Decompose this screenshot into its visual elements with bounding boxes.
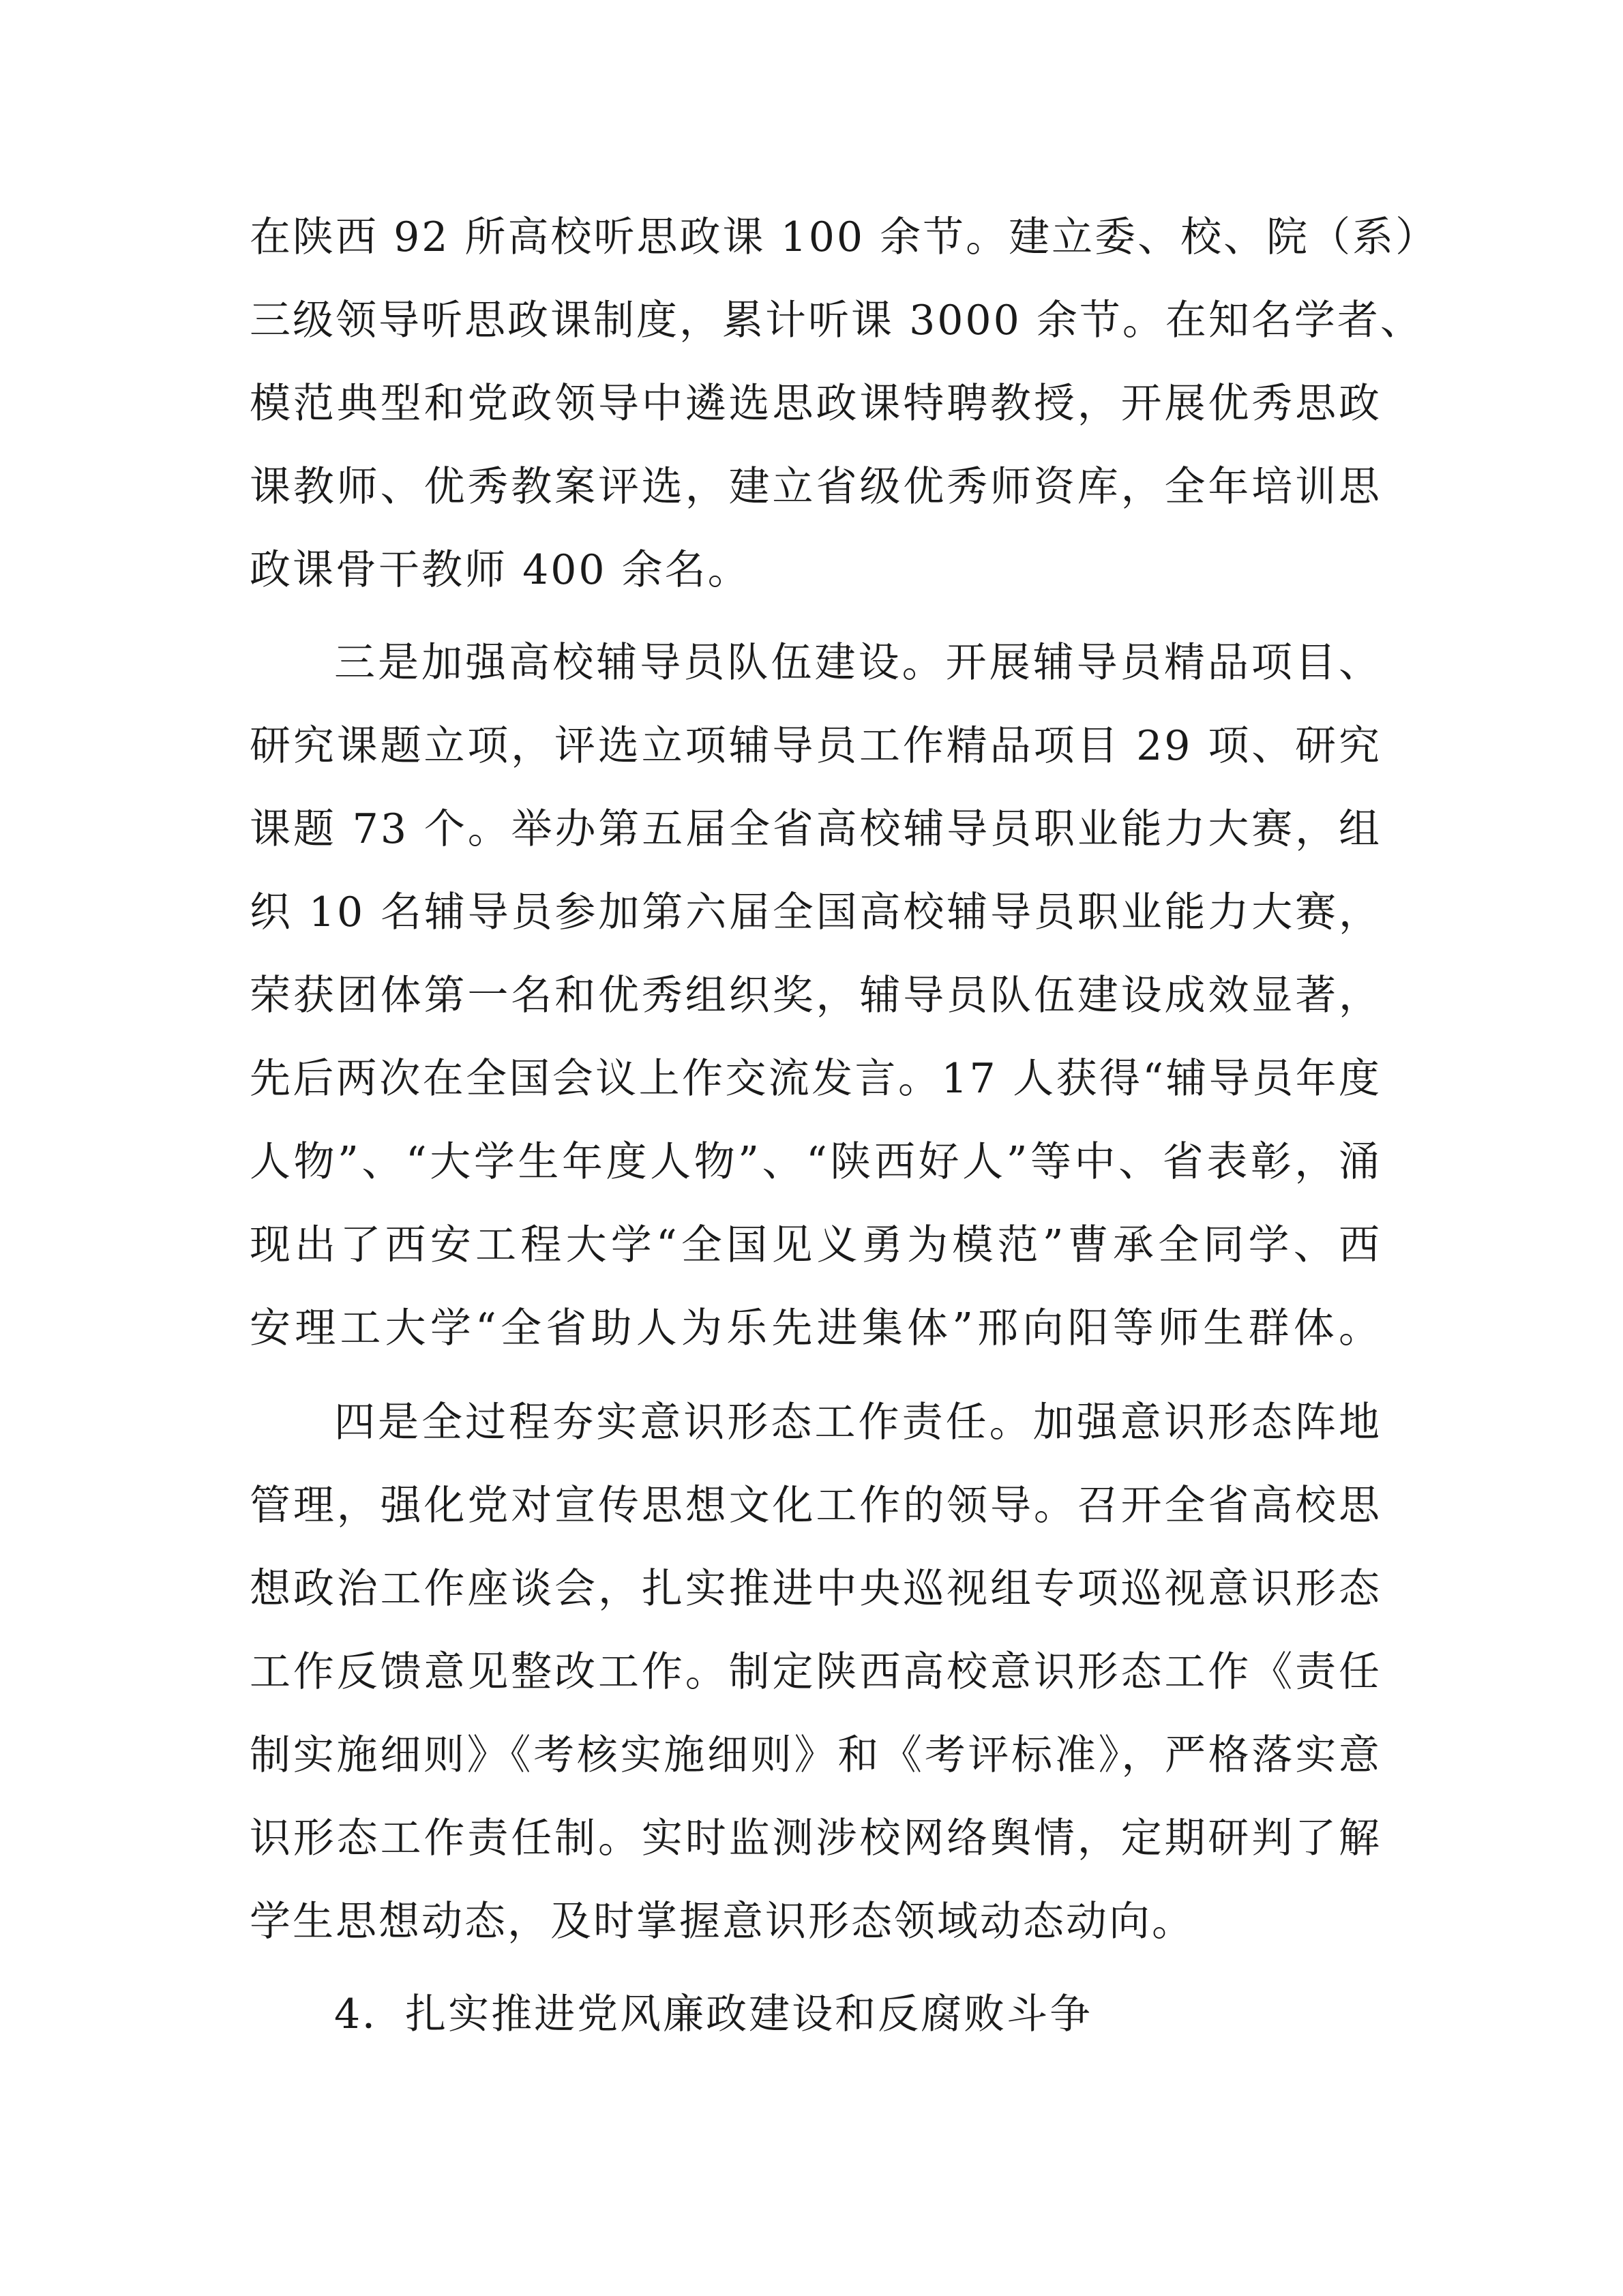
text-line: 在陕西 92 所高校听思政课 100 余节。建立委、校、院（系） bbox=[250, 213, 1439, 261]
text-line: 模范典型和党政领导中遴选思政课特聘教授，开展优秀思政 bbox=[250, 380, 1382, 428]
section-heading: 4．扎实推进党风廉政建设和反腐败斗争 bbox=[334, 1991, 1093, 2038]
text-line: 管理，强化党对宣传思想文化工作的领导。召开全省高校思 bbox=[250, 1482, 1382, 1530]
text-line: 政课骨干教师 400 余名。 bbox=[250, 546, 751, 594]
text-line: 制实施细则》《考核实施细则》和《考评标准》，严格落实意 bbox=[250, 1731, 1382, 1779]
text-line: 学生思想动态，及时掌握意识形态领域动态动向。 bbox=[250, 1898, 1195, 1945]
text-line: 课题 73 个。举办第五届全省高校辅导员职业能力大赛，组 bbox=[250, 805, 1382, 853]
text-line: 人物”、“大学生年度人物”、“陕西好人”等中、省表彰，涌 bbox=[250, 1138, 1382, 1186]
text-line: 研究课题立项，评选立项辅导员工作精品项目 29 项、研究 bbox=[250, 722, 1382, 770]
text-line: 课教师、优秀教案评选，建立省级优秀师资库，全年培训思 bbox=[250, 463, 1382, 511]
text-line: 荣获团体第一名和优秀组织奖，辅导员队伍建设成效显著， bbox=[250, 972, 1382, 1019]
text-line: 四是全过程夯实意识形态工作责任。加强意识形态阵地 bbox=[334, 1399, 1382, 1446]
text-line: 三级领导听思政课制度，累计听课 3000 余节。在知名学者、 bbox=[250, 297, 1423, 344]
text-line: 现出了西安工程大学“全国见义勇为模范”曹承全同学、西 bbox=[250, 1221, 1382, 1269]
text-line: 先后两次在全国会议上作交流发言。17 人获得“辅导员年度 bbox=[250, 1055, 1382, 1103]
text-line: 想政治工作座谈会，扎实推进中央巡视组专项巡视意识形态 bbox=[250, 1565, 1382, 1613]
text-line: 三是加强高校辅导员队伍建设。开展辅导员精品项目、 bbox=[334, 639, 1382, 687]
text-line: 安理工大学“全省助人为乐先进集体”邢向阳等师生群体。 bbox=[250, 1304, 1382, 1352]
text-line: 识形态工作责任制。实时监测涉校网络舆情，定期研判了解 bbox=[250, 1815, 1382, 1862]
text-line: 织 10 名辅导员参加第六届全国高校辅导员职业能力大赛， bbox=[250, 889, 1382, 936]
text-line: 工作反馈意见整改工作。制定陕西高校意识形态工作《责任 bbox=[250, 1648, 1382, 1696]
